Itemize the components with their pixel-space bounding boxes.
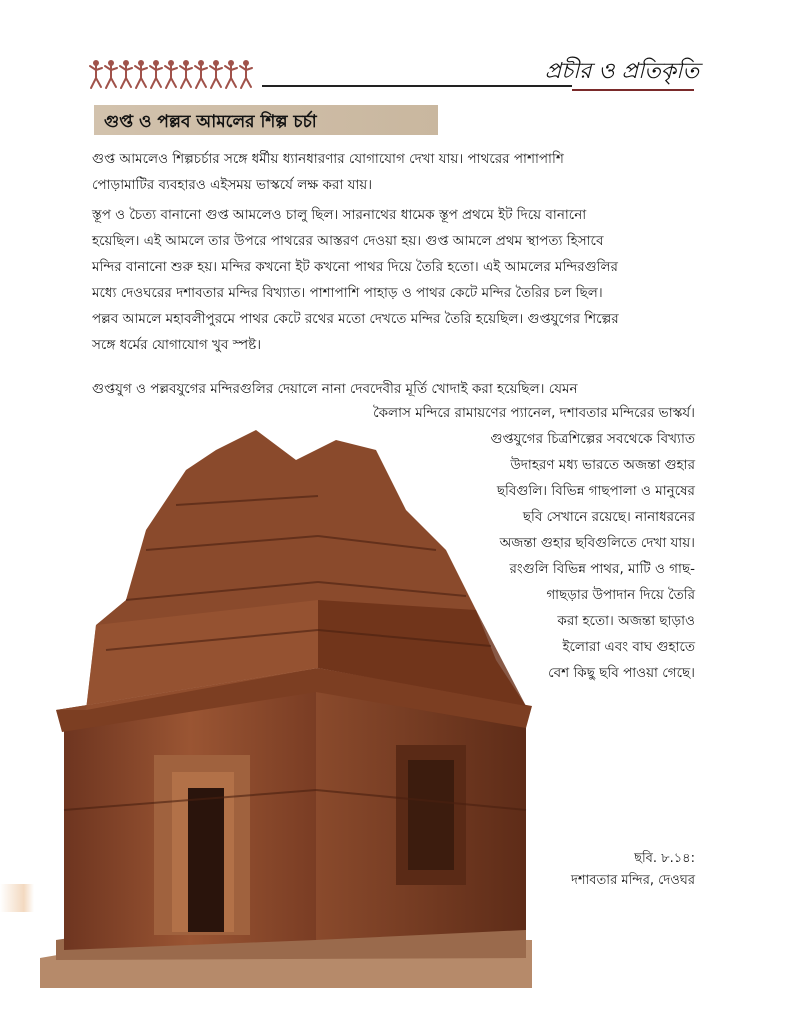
book-title: প্রচীর ও প্রতিকৃতি [544, 59, 699, 84]
text-line: রংগুলি বিভিন্ন পাথর, মাটি ও গাছ- [509, 561, 695, 577]
paragraph-2 [92, 202, 698, 358]
text-line: ছবিগুলি। বিভিন্ন গাছপালা ও মানুষের [496, 483, 695, 499]
text-line: হয়েছিল। এই আমলে তার উপরে পাথরের আস্তরণ দেওয়া হয়। গুপ্ত আমলে প্রথম স্থাপত্য হিসাবে [92, 233, 604, 249]
text-line: গাছড়ার উপাদান দিয়ে তৈরি [546, 587, 695, 603]
paragraph-1 [92, 146, 698, 198]
text-line: সঙ্গে ধর্মের যোগাযোগ খুব স্পষ্ট। [92, 337, 262, 353]
page-edge-mark [0, 884, 34, 912]
text-line: মধ্যে দেওঘরের দশাবতার মন্দির বিখ্যাত। পাশাপাশি পাহাড় ও পাথর কেটে মন্দির তৈরির চল ছিল। [92, 285, 603, 301]
text-line: গুপ্ত আমলেও শিল্পচর্চার সঙ্গে ধর্মীয় ধ্যানধারণার যোগাযোগ দেখা যায়। পাথরের পাশাপাশি [92, 151, 564, 167]
text-line: পোড়ামাটির ব্যবহারও এইসময় ভাস্কর্যে লক্ষ করা যায়। [92, 177, 373, 193]
text-line: করা হতো। অজন্তা ছাড়াও [557, 613, 695, 629]
text-line: বেশ কিছু ছবি পাওয়া গেছে। [548, 665, 695, 681]
text-line: উদাহরণ মধ্য ভারতে অজন্তা গুহার [510, 457, 695, 473]
text-line: গুপ্তযুগ ও পল্লবযুগের মন্দিরগুলির দেয়ালে নানা দেবদেবীর মূর্তি খোদাই করা হয়েছিল। যেমন [92, 381, 578, 397]
text-line: মন্দির বানানো শুরু হয়। মন্দির কখনো ইট কখনো পাথর দিয়ে তৈরি হতো। এই আমলের মন্দিরগুলির [92, 259, 618, 275]
text-line: স্তূপ ও চৈত্য বানানো গুপ্ত আমলেও চালু ছিল। সারনাথের ধামেক স্তূপ প্রথমে ইট দিয়ে বানানো [92, 207, 587, 223]
paragraph-3 [92, 376, 698, 402]
text-line: ইলোরা এবং বাঘ গুহাতে [562, 639, 695, 655]
figure-caption [571, 848, 695, 892]
text-line: ছবি সেখানে রয়েছে। নানাধরনের [522, 509, 695, 525]
section-heading-banner [94, 105, 438, 135]
text-line: কৈলাস মন্দিরে রামায়ণের প্যানেল, দশাবতার মন্দিরের ভাস্কর্য। [373, 405, 695, 421]
paragraph-4 [373, 400, 695, 686]
text-line: অজন্তা গুহার ছবিগুলিতে দেখা যায়। [499, 535, 695, 551]
dancing-figures-decoration [88, 58, 258, 92]
figure-caption-text: দশাবতার মন্দির, দেওঘর [571, 873, 695, 888]
text-line: গুপ্তযুগের চিত্রশিল্পের সবথেকে বিখ্যাত [490, 431, 695, 447]
text-line: পল্লব আমলে মহাবলীপুরমে পাথর কেটে রথের মতো দেখতে মন্দির তৈরি হয়েছিল। গুপ্তযুগের শিল্পের [92, 311, 619, 327]
section-heading: গুপ্ত ও পল্লব আমলের শিল্প চর্চা [104, 112, 317, 132]
figure-number: ছবি. ৮.১৪: [634, 851, 695, 866]
header-rule [262, 85, 572, 87]
